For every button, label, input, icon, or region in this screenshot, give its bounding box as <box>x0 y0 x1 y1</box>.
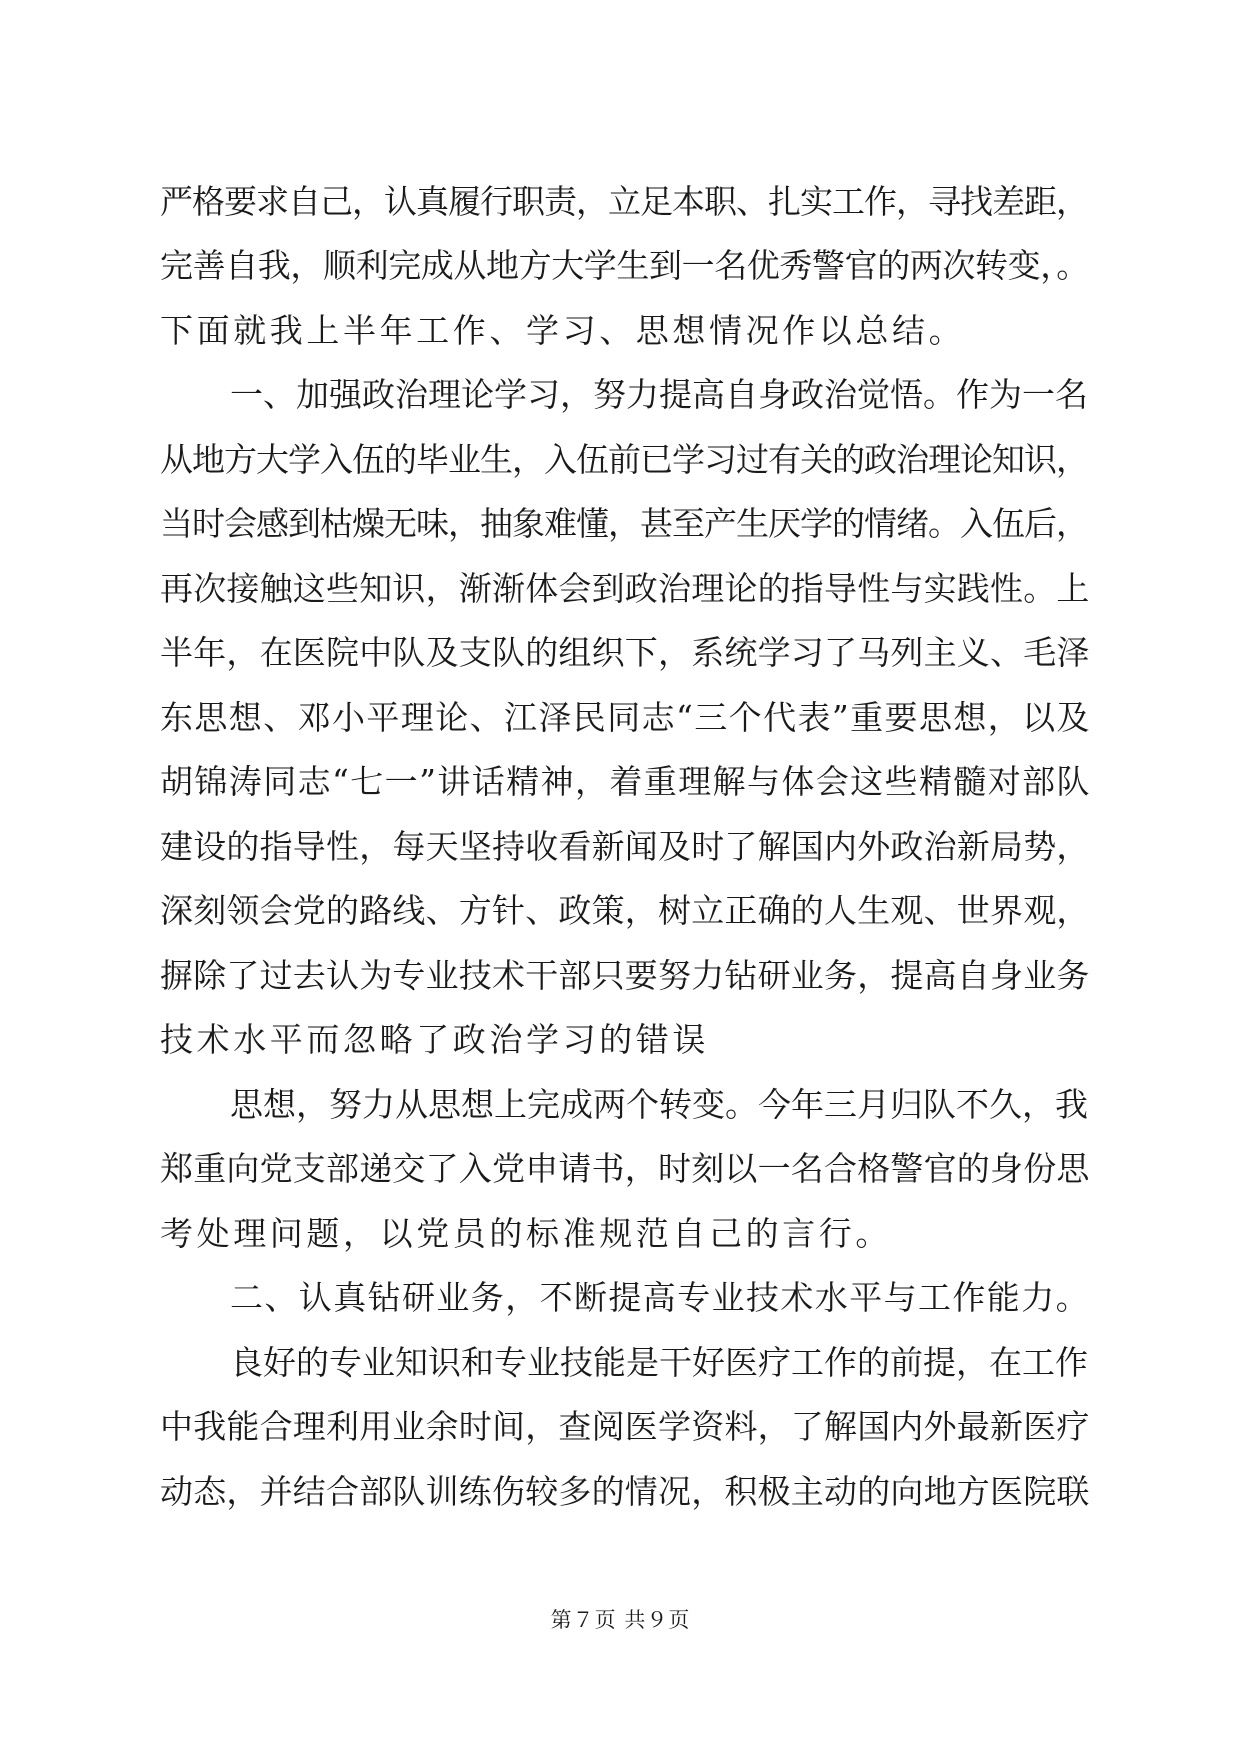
text-line-9: 东思想、邓小平理论、江泽民同志“三个代表”重要思想，以及 <box>160 698 1091 737</box>
text-line-18: 二、认真钻研业务，不断提高专业技术水平与工作能力。 <box>230 1278 1090 1317</box>
page-number-footer: 第７页 共９页 <box>550 1608 691 1632</box>
text-line-19: 良好的专业知识和专业技能是干好医疗工作的前提，在工作 <box>230 1343 1088 1382</box>
text-line-16: 郑重向党支部递交了入党申请书，时刻以一名合格警官的身份思 <box>160 1149 1090 1188</box>
text-line-1: 严格要求自己，认真履行职责，立足本职、扎实工作，寻找差距， <box>160 182 1088 221</box>
text-line-21: 动态，并结合部队训练伤较多的情况，积极主动的向地方医院联 <box>160 1472 1090 1511</box>
text-line-15: 思想，努力从思想上完成两个转变。今年三月归队不久，我 <box>230 1085 1088 1124</box>
text-line-20: 中我能合理利用业余时间，查阅医学资料，了解国内外最新医疗 <box>160 1407 1090 1446</box>
text-line-17: 考处理问题，以党员的标准规范自己的言行。 <box>160 1214 892 1253</box>
text-line-5: 从地方大学入伍的毕业生，入伍前已学习过有关的政治理论知识， <box>160 440 1088 479</box>
text-line-3: 下面就我上半年工作、学习、思想情况作以总结。 <box>160 311 966 350</box>
text-line-7: 再次接触这些知识，渐渐体会到政治理论的指导性与实践性。上 <box>160 569 1090 608</box>
text-line-13: 摒除了过去认为专业技术干部只要努力钻研业务，提高自身业务 <box>160 956 1090 995</box>
text-line-12: 深刻领会党的路线、方针、政策，树立正确的人生观、世界观， <box>160 891 1090 930</box>
text-line-10: 胡锦涛同志“七一”讲话精神，着重理解与体会这些精髓对部队 <box>160 762 1091 801</box>
text-line-2: 完善自我，顺利完成从地方大学生到一名优秀警官的两次转变，。 <box>160 246 1089 285</box>
text-line-4: 一、加强政治理论学习，努力提高自身政治觉悟。作为一名 <box>230 375 1088 414</box>
text-line-8: 半年，在医院中队及支队的组织下，系统学习了马列主义、毛泽 <box>160 633 1090 672</box>
text-line-6: 当时会感到枯燥无味，抽象难懂，甚至产生厌学的情绪。入伍后， <box>160 504 1088 543</box>
text-line-11: 建设的指导性，每天坚持收看新闻及时了解国内外政治新局势， <box>160 827 1090 866</box>
text-line-14: 技术水平而忽略了政治学习的错误 <box>160 1020 709 1059</box>
